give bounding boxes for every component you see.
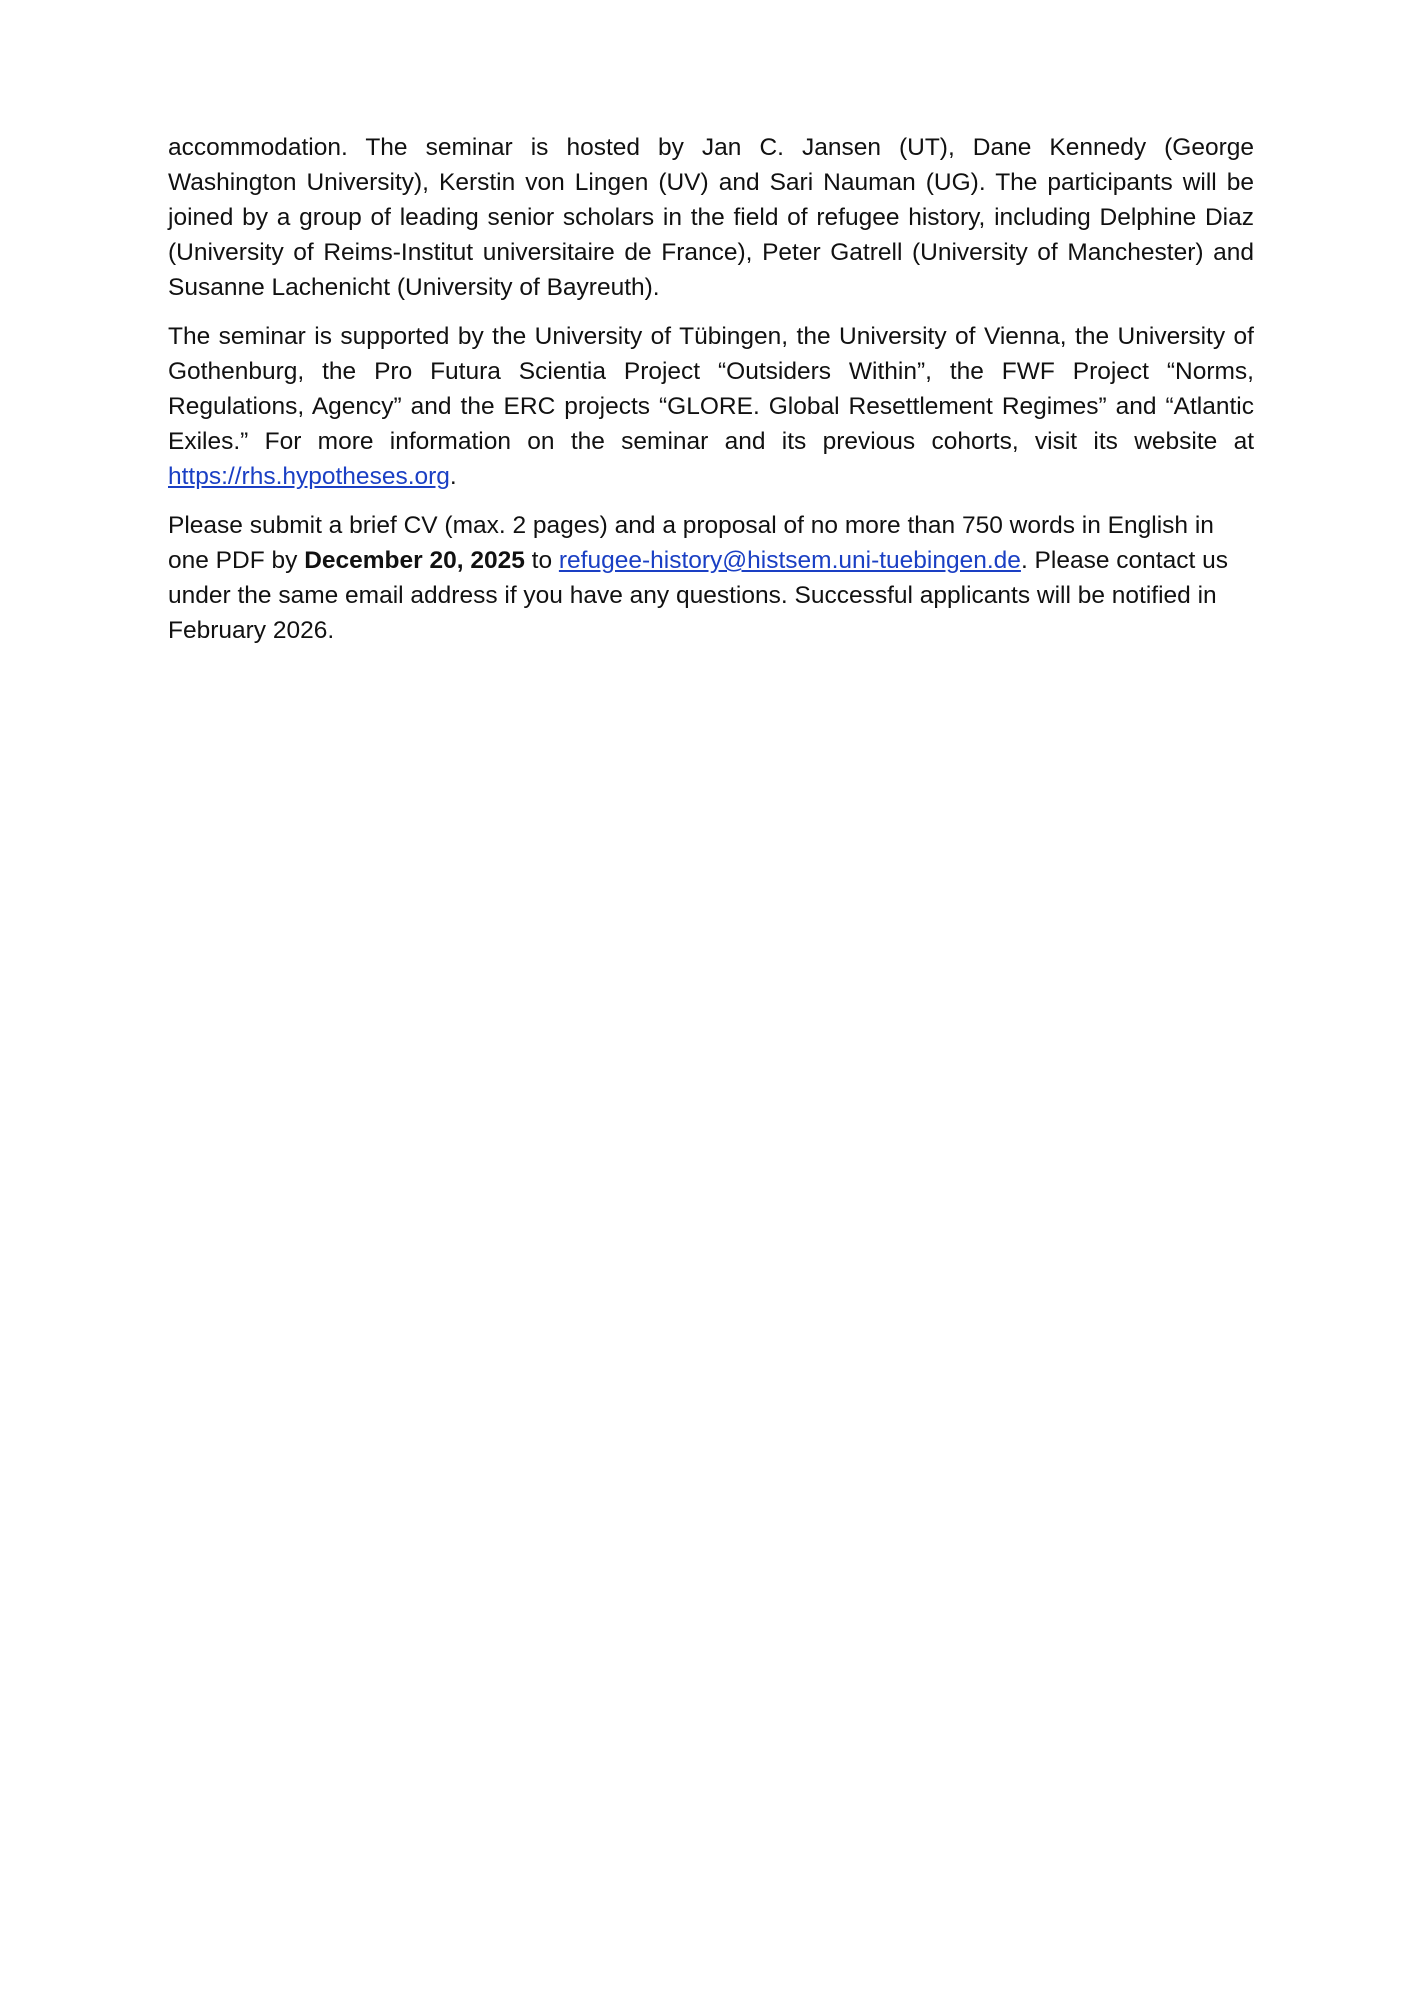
deadline-date: December 20, 2025	[304, 547, 525, 574]
paragraph-support-text: The seminar is supported by the University of Tübingen, the University of Vienna, the University of Gothenburg, the Pro Futura Scientia Project “Outsiders Within”, the FWF Project “Norms, Regulations, Agency” and the ERC projects “GLORE. Global Resettlement Regimes” and “Atlantic Exiles.” For more information on the seminar and its previous cohorts, visit its website at	[168, 323, 1254, 455]
paragraph-submission-end: . Please contact us under the same email address if you have any questions. Successful applicants will be notified in February 2026.	[168, 547, 1228, 644]
paragraph-hosts	[168, 130, 1254, 305]
paragraph-support	[168, 319, 1254, 494]
document-body	[168, 130, 1254, 662]
paragraph-support-end: .	[449, 463, 457, 490]
website-link[interactable]: https://rhs.hypotheses.org	[168, 463, 450, 490]
email-link[interactable]: refugee-history@histsem.uni-tuebingen.de	[558, 547, 1021, 574]
paragraph-submission	[168, 508, 1254, 648]
paragraph-submission-text: Please submit a brief CV (max. 2 pages) and a proposal of no more than 750 words in English in one PDF by	[168, 512, 1214, 574]
paragraph-hosts-text: accommodation. The seminar is hosted by Jan C. Jansen (UT), Dane Kennedy (George Washington University), Kerstin von Lingen (UV) and Sari Nauman (UG). The participants will be joined by a group of leading senior scholars in the field of refugee history, including Delphine Diaz (University of Reims-Institut universitaire de France), Peter Gatrell (University of Manchester) and Susanne Lachenicht (University of Bayreuth).	[168, 134, 1254, 301]
paragraph-submission-to: to	[524, 547, 559, 574]
